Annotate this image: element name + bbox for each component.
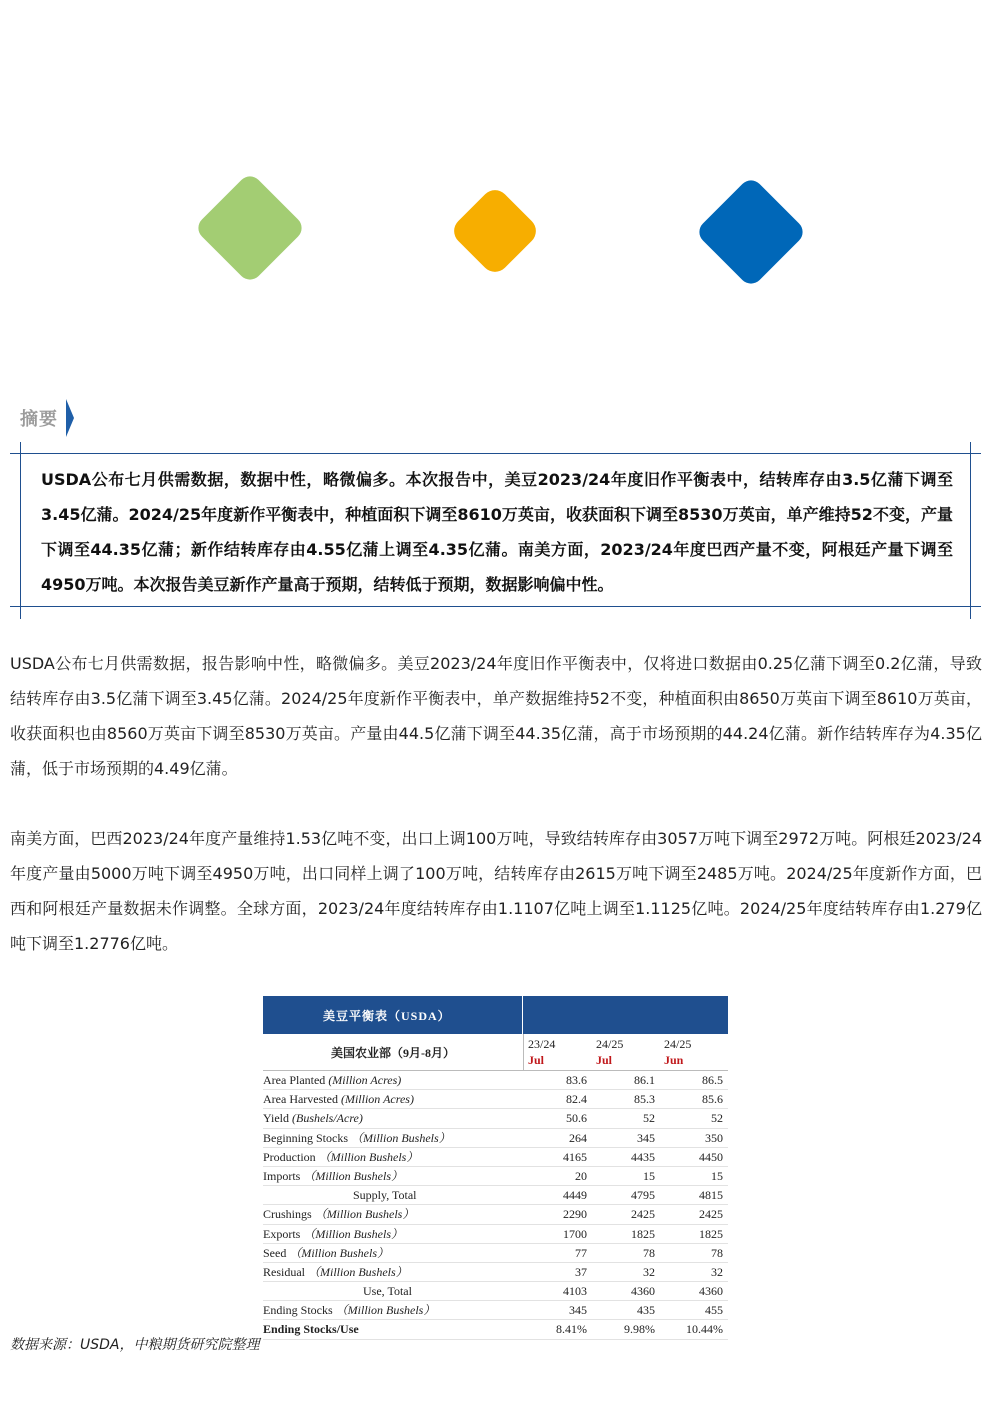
- row-value: 86.1: [634, 1073, 655, 1087]
- row-value: 10.44%: [686, 1322, 723, 1337]
- column-month: Jul: [528, 1053, 545, 1067]
- row-name: Residual: [263, 1264, 305, 1279]
- green-diamond-icon: [193, 171, 306, 284]
- row-value: 350: [705, 1130, 723, 1145]
- row-name: Crushings: [263, 1207, 312, 1222]
- row-value: 82.4: [566, 1092, 587, 1107]
- row-label: [263, 1090, 523, 1108]
- row-value: 77: [575, 1245, 587, 1260]
- table-body: [263, 1071, 728, 1340]
- column-header-3: [660, 1034, 728, 1070]
- column-year: 24/25: [596, 1037, 624, 1051]
- row-value: 455: [705, 1303, 723, 1318]
- column-header-1: [524, 1034, 592, 1070]
- row-name: Use, Total: [363, 1284, 412, 1299]
- row-unit: （Million Bushels）: [314, 1207, 415, 1222]
- row-value: 4795: [631, 1188, 655, 1203]
- summary-box: [10, 453, 981, 607]
- summary-text: USDA公布七月供需数据，数据中性，略微偏多。本次报告中，美豆2023/24年度旧作平衡表中，结转库存由3.5亿蒲下调至3.45亿蒲。2024/25年度新作平衡表中，种植面积下调至8610万英亩，收获面积下调至8530万英亩，单产维持52不变，产量下调至44.35亿蒲；新作结转库存由4.55亿蒲上调至4.35亿蒲。南美方面，2023/24年度巴西产量不变，阿根廷产量下调至4950万吨。本次报告美豆新作产量高于预期，结转低于预期，数据影响偏中性。: [41, 470, 953, 594]
- row-value: 4435: [631, 1149, 655, 1164]
- row-value: 1700: [563, 1226, 587, 1241]
- summary-label: 摘要: [20, 409, 58, 430]
- row-unit: (Bushels/Acre): [292, 1111, 363, 1126]
- row-name: Beginning Stocks: [263, 1130, 349, 1145]
- row-value: 4360: [631, 1284, 655, 1299]
- row-value: 78: [711, 1245, 723, 1260]
- table-column-header: [263, 1034, 728, 1071]
- row-value: 4360: [699, 1284, 723, 1299]
- table-row: [263, 1129, 728, 1148]
- source-note: 数据来源：USDA，中粮期货研究院整理: [10, 1337, 260, 1353]
- row-value: 4450: [699, 1149, 723, 1164]
- row-label: [263, 1320, 523, 1338]
- row-label: [263, 1244, 523, 1262]
- row-unit: （Million Bushels）: [335, 1303, 436, 1318]
- row-label: [263, 1301, 523, 1319]
- row-label: [263, 1205, 523, 1223]
- table-row: [263, 1263, 728, 1282]
- orange-diamond-icon: [448, 184, 541, 277]
- row-unit: （Million Bushels）: [308, 1264, 408, 1279]
- table-row: [263, 1225, 728, 1244]
- row-value: 50.6: [566, 1111, 587, 1126]
- row-value: 4103: [563, 1284, 587, 1299]
- body-paragraph-1: USDA公布七月供需数据，报告影响中性，略微偏多。美豆2023/24年度旧作平衡表中，仅将进口数据由0.25亿蒲下调至0.2亿蒲，导致结转库存由3.5亿蒲下调至3.45亿蒲。2024/25年度新作平衡表中，单产数据维持52不变，种植面积由8650万英亩下调至8610万英亩，收获面积也由8560万英亩下调至8530万英亩。产量由44.5亿蒲下调至44.35亿蒲，高于市场预期的44.24亿蒲。新作结转库存为4.35亿蒲，低于市场预期的4.49亿蒲。: [10, 654, 982, 778]
- row-value: 2425: [699, 1207, 723, 1222]
- row-label: [263, 1282, 523, 1300]
- table-row: [263, 1282, 728, 1301]
- table-agency-label: 美国农业部（9月-8月）: [263, 1034, 524, 1070]
- column-header-2: [592, 1034, 660, 1070]
- soybean-balance-table: [263, 996, 728, 1340]
- row-label: [263, 1148, 523, 1166]
- column-year: 24/25: [664, 1037, 692, 1051]
- row-value: 85.6: [702, 1092, 723, 1107]
- summary-heading: [20, 400, 74, 436]
- row-value: 83.6: [566, 1073, 587, 1087]
- row-name: Seed: [263, 1245, 287, 1260]
- row-value: 8.41%: [556, 1322, 587, 1337]
- table-row: [263, 1071, 728, 1090]
- table-title: 美豆平衡表（USDA）: [263, 996, 523, 1034]
- row-value: 345: [569, 1303, 587, 1318]
- row-unit: （Million Bushels）: [303, 1226, 404, 1241]
- table-row: [263, 1320, 728, 1339]
- body-paragraph-2: 南美方面，巴西2023/24年度产量维持1.53亿吨不变，出口上调100万吨，导致结转库存由3057万吨下调至2972万吨。阿根廷2023/24年度产量由5000万吨下调至4950万吨，出口同样上调了100万吨，结转库存由2615万吨下调至2485万吨。2024/25年度新作方面，巴西和阿根廷产量数据未作调整。全球方面，2023/24年度结转库存由1.1107亿吨上调至1.1125亿吨。2024/25年度结转库存由1.279亿吨下调至1.2776亿吨。: [10, 829, 982, 953]
- row-value: 435: [637, 1303, 655, 1318]
- row-value: 15: [643, 1168, 655, 1183]
- row-name: Yield: [263, 1111, 289, 1126]
- table-row: [263, 1148, 728, 1167]
- row-unit: （Million Bushels）: [289, 1245, 389, 1260]
- row-unit: (Million Acres): [340, 1092, 414, 1107]
- row-name: Exports: [263, 1226, 301, 1241]
- row-value: 32: [643, 1264, 655, 1279]
- row-value: 4449: [563, 1188, 587, 1203]
- row-label: [263, 1109, 523, 1127]
- row-value: 37: [575, 1264, 587, 1279]
- table-row: [263, 1301, 728, 1320]
- row-value: 86.5: [702, 1073, 723, 1087]
- row-value: 15: [711, 1168, 723, 1183]
- row-label: [263, 1225, 523, 1243]
- row-value: 2425: [631, 1207, 655, 1222]
- table-row: [263, 1109, 728, 1128]
- row-label: [263, 1167, 523, 1185]
- row-label: [263, 1129, 523, 1147]
- table-row: [263, 1167, 728, 1186]
- row-value: 52: [643, 1111, 655, 1126]
- row-unit: (Million Acres): [328, 1073, 402, 1087]
- row-value: 9.98%: [624, 1322, 655, 1337]
- row-value: 32: [711, 1264, 723, 1279]
- row-label: [263, 1263, 523, 1281]
- row-value: 4815: [699, 1188, 723, 1203]
- row-value: 1825: [699, 1226, 723, 1241]
- blue-diamond-icon: [694, 175, 807, 288]
- column-month: Jun: [664, 1053, 684, 1067]
- row-name: Area Harvested: [263, 1092, 338, 1107]
- table-row: [263, 1090, 728, 1109]
- row-value: 264: [569, 1130, 587, 1145]
- row-value: 20: [575, 1168, 587, 1183]
- column-month: Jul: [596, 1053, 613, 1067]
- row-value: 52: [711, 1111, 723, 1126]
- row-name: Supply, Total: [353, 1188, 417, 1203]
- row-unit: （Million Bushels）: [318, 1149, 419, 1164]
- row-value: 78: [643, 1245, 655, 1260]
- row-name: Production: [263, 1149, 316, 1164]
- row-name: Ending Stocks: [263, 1303, 333, 1318]
- row-value: 345: [637, 1130, 655, 1145]
- row-value: 4165: [563, 1149, 587, 1164]
- column-year: 23/24: [528, 1037, 556, 1051]
- row-value: 2290: [563, 1207, 587, 1222]
- row-label: [263, 1071, 523, 1089]
- row-label: [263, 1186, 523, 1204]
- row-unit: （Million Bushels）: [303, 1168, 404, 1183]
- table-row: [263, 1205, 728, 1224]
- table-header: [263, 996, 728, 1034]
- row-name: Area Planted: [263, 1073, 326, 1087]
- table-row: [263, 1186, 728, 1205]
- row-value: 1825: [631, 1226, 655, 1241]
- row-name: Ending Stocks/Use: [263, 1322, 359, 1337]
- table-row: [263, 1244, 728, 1263]
- row-unit: （Million Bushels）: [351, 1130, 451, 1145]
- chevron-right-icon: [66, 399, 74, 437]
- row-value: 85.3: [634, 1092, 655, 1107]
- row-name: Imports: [263, 1168, 301, 1183]
